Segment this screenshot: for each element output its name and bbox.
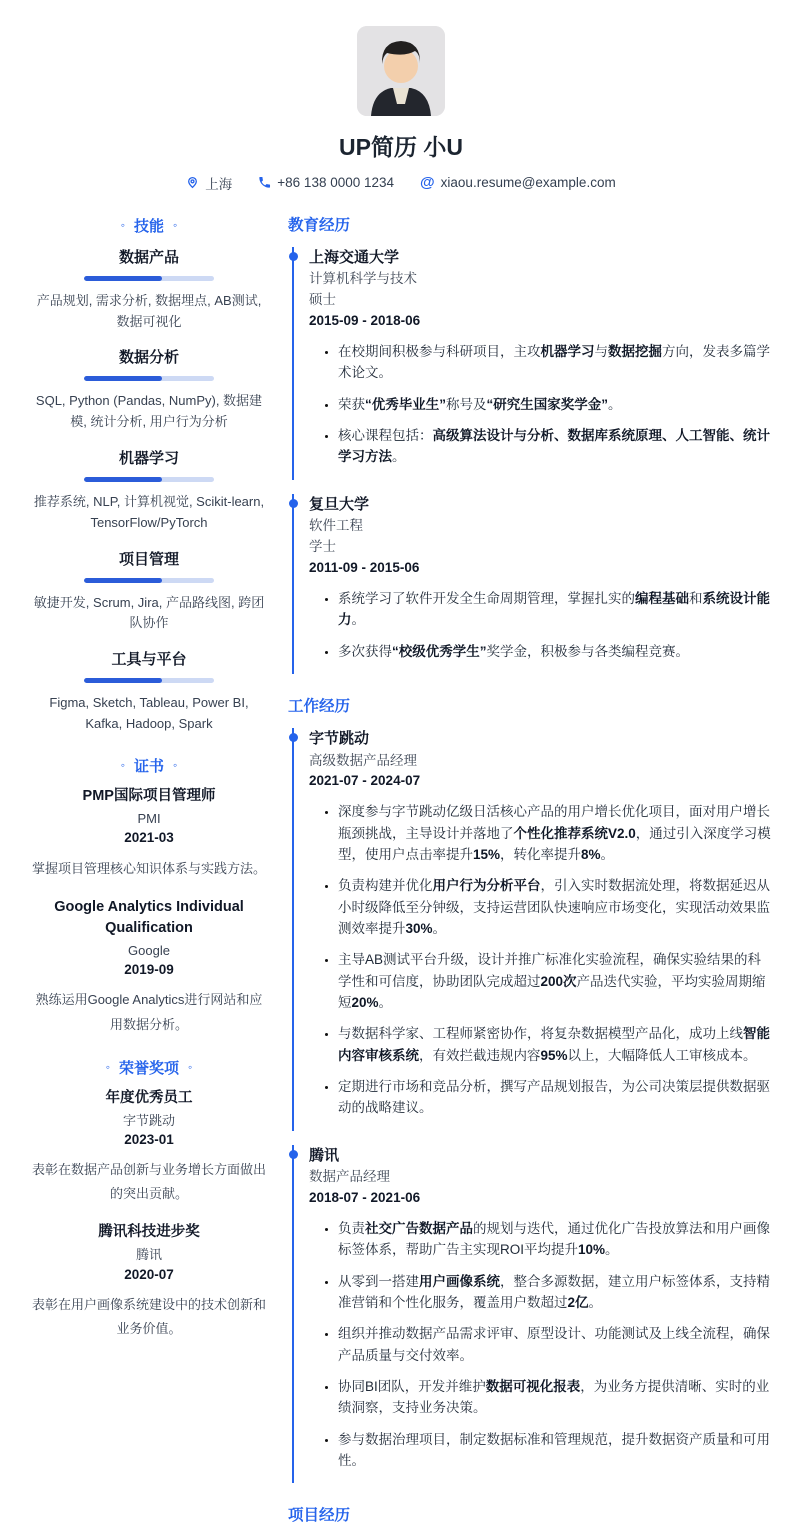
bullet-item: • 参与数据治理项目，制定数据标准和管理规范，提升数据资产质量和可用性。 [338,1429,772,1472]
honor-date: 2023-01 [124,1132,174,1148]
skill-level-bar [84,578,214,583]
bullet-item: • 定期进行市场和竞品分析，撰写产品规划报告，为公司决策层提供数据驱动的战略建议。 [338,1076,772,1119]
header [30,26,772,193]
bullet-item: • 负责社交广告数据产品的规划与迭代，通过优化广告投放算法和用户画像标签体系，帮助广告主实现ROI平均提升10%。 [338,1218,772,1261]
profile-photo [357,26,445,116]
degree: 学士 [309,539,336,555]
education-entry [292,494,772,674]
bullet-list [309,1218,772,1471]
skill-name: 项目管理 [118,550,179,568]
date-range: 2021-07 - 2024-07 [309,773,421,789]
school-name: 复旦大学 [309,495,370,513]
main-content [268,209,772,1537]
school-name: 上海交通大学 [309,248,400,266]
certificate-issuer: Google [128,942,170,958]
phone-icon [258,176,271,189]
bullet-item: • 荣获“优秀毕业生”称号及“研究生国家奖学金”。 [338,394,772,415]
timeline-dot-icon [289,1150,298,1159]
email-at-icon: @ [420,174,435,192]
timeline-dot-icon [289,252,298,261]
bullet-list [309,801,772,1118]
honor-item [30,1222,268,1341]
skill-level-bar [84,276,214,281]
skill-item [30,447,268,534]
bullet-item: • 协同BI团队，开发并维护数据可视化报表，为业务方提供清晰、实时的业绩洞察，支持业务决策。 [338,1376,772,1419]
timeline-dot-icon [289,733,298,742]
work-entry [292,1145,772,1484]
bullet-item: • 从零到一搭建用户画像系统，整合多源数据，建立用户标签体系，支持精准营销和个性化服务，覆盖用户数超过2亿。 [338,1271,772,1314]
honor-issuer: 腾讯 [135,1247,162,1263]
certificate-date: 2019-09 [124,962,174,978]
email-text: xiaou.resume@example.com [440,175,616,191]
section-title-skills [30,215,268,236]
skill-description: Figma, Sketch, Tableau, Power BI, Kafka, Hadoop, Spark [49,695,249,732]
certificate-description: 熟练运用Google Analytics进行网站和应用数据分析。 [35,992,263,1032]
bullet-item: • 主导AB测试平台升级，设计并推广标准化实验流程，确保实验结果的科学性和可信度，协助团队完成超过200次产品迭代实验，平均实验周期缩短20%。 [338,949,772,1013]
section-title-honors [30,1057,268,1078]
work-entry [292,728,772,1131]
certificate-name: Google Analytics Individual Qualification [54,898,244,936]
section-title-certificates [30,755,268,776]
left-sidebar [30,209,268,1537]
decorative-circle-icon: ◦ [120,218,125,233]
major: 软件工程 [309,518,363,534]
job-title: 高级数据产品经理 [309,752,417,768]
date-range: 2011-09 - 2015-06 [309,560,420,576]
skill-name: 机器学习 [118,450,179,468]
contact-phone [258,175,394,190]
certificate-description: 掌握项目管理核心知识体系与实践方法。 [31,860,266,876]
skill-description: 推荐系统, NLP, 计算机视觉, Scikit-learn, TensorFlow/PyTorch [33,494,265,530]
bullet-item: • 系统学习了软件开发全生命周期管理，掌握扎实的编程基础和系统设计能力。 [338,588,772,631]
honor-description: 表彰在数据产品创新与业务增长方面做出的突出贡献。 [31,1162,266,1202]
skill-level-bar [84,477,214,482]
decorative-circle-icon: ◦ [188,1060,193,1075]
decorative-circle-icon: ◦ [105,1060,110,1075]
skill-description: SQL, Python (Pandas, NumPy), 数据建模, 统计分析, 用户行为分析 [35,393,263,430]
certificate-name: PMP国际项目管理师 [82,787,216,804]
certificates-title-text: 证书 [133,757,164,775]
skill-item [30,648,268,735]
location-pin-icon [186,175,199,190]
contact-row [30,173,772,193]
education-entry [292,247,772,480]
bullet-list [309,588,772,662]
skill-item [30,246,268,333]
candidate-name: UP简历 小U [339,134,463,160]
bullet-item: • 多次获得“校级优秀学生”奖学金，积极参与各类编程竞赛。 [338,641,772,662]
bullet-item: • 负责构建并优化用户行为分析平台，引入实时数据流处理，将数据延迟从小时级降低至分钟级，支持运营团队快速响应市场变化，实现活动效果监测效率提升30%。 [338,875,772,939]
decorative-circle-icon: ◦ [173,758,178,773]
certificate-item [30,897,268,1037]
honor-name: 年度优秀员工 [105,1089,193,1106]
major: 计算机科学与技术 [309,271,417,287]
certificate-item [30,786,268,881]
bullet-item: • 组织并推动数据产品需求评审、原型设计、功能测试及上线全流程，确保产品质量与交付效率。 [338,1323,772,1366]
decorative-circle-icon: ◦ [120,758,125,773]
skill-item [30,548,268,635]
degree: 硕士 [309,292,336,308]
skill-level-bar [84,678,214,683]
section-title-work: 工作经历 [288,698,351,716]
bullet-item: • 与数据科学家、工程师紧密协作，将复杂数据模型产品化，成功上线智能内容审核系统，有效拦截违规内容95%以上，大幅降低人工审核成本。 [338,1023,772,1066]
honors-title-text: 荣誉奖项 [118,1059,179,1077]
date-range: 2015-09 - 2018-06 [309,313,421,329]
skill-item [30,346,268,433]
honor-item [30,1088,268,1207]
skill-level-fill [84,276,162,281]
timeline-dot-icon [289,499,298,508]
company-name: 字节跳动 [309,730,370,748]
bullet-item: • 核心课程包括：高级算法设计与分析、数据库系统原理、人工智能、统计学习方法。 [338,425,772,468]
contact-email [420,175,616,190]
section-title-education: 教育经历 [288,216,351,234]
bullet-list [309,341,772,468]
skill-level-fill [84,376,162,381]
skill-level-fill [84,678,162,683]
skill-description: 敏捷开发, Scrum, Jira, 产品路线图, 跨团队协作 [33,594,265,631]
decorative-circle-icon: ◦ [173,218,178,233]
section-title-projects: 项目经历 [288,1507,351,1525]
skill-level-fill [84,578,162,583]
certificate-date: 2021-03 [124,830,174,846]
bullet-item: • 在校期间积极参与科研项目，主攻机器学习与数据挖掘方向，发表多篇学术论文。 [338,341,772,384]
honor-date: 2020-07 [124,1266,174,1282]
skills-title-text: 技能 [133,217,164,235]
honor-name: 腾讯科技进步奖 [98,1224,200,1241]
honor-issuer: 字节跳动 [122,1112,175,1128]
phone-text: +86 138 0000 1234 [277,175,395,191]
skill-name: 数据分析 [118,349,179,367]
contact-location [186,173,232,193]
honor-description: 表彰在用户画像系统建设中的技术创新和业务价值。 [31,1297,266,1337]
company-name: 腾讯 [309,1146,340,1164]
date-range: 2018-07 - 2021-06 [309,1190,421,1206]
skill-description: 产品规划, 需求分析, 数据埋点, AB测试, 数据可视化 [36,292,262,329]
skill-name: 工具与平台 [111,651,187,669]
skill-level-fill [84,477,162,482]
bullet-item: • 深度参与字节跳动亿级日活核心产品的用户增长优化项目，面对用户增长瓶颈挑战，主导设计并落地了个性化推荐系统V2.0，通过引入深度学习模型，使用户点击率提升15%，转化率提升8%。 [338,801,772,865]
certificate-issuer: PMI [137,810,161,826]
job-title: 数据产品经理 [309,1169,390,1185]
skill-level-bar [84,376,214,381]
location-text: 上海 [205,176,233,192]
skill-name: 数据产品 [118,248,179,266]
avatar [357,26,445,116]
